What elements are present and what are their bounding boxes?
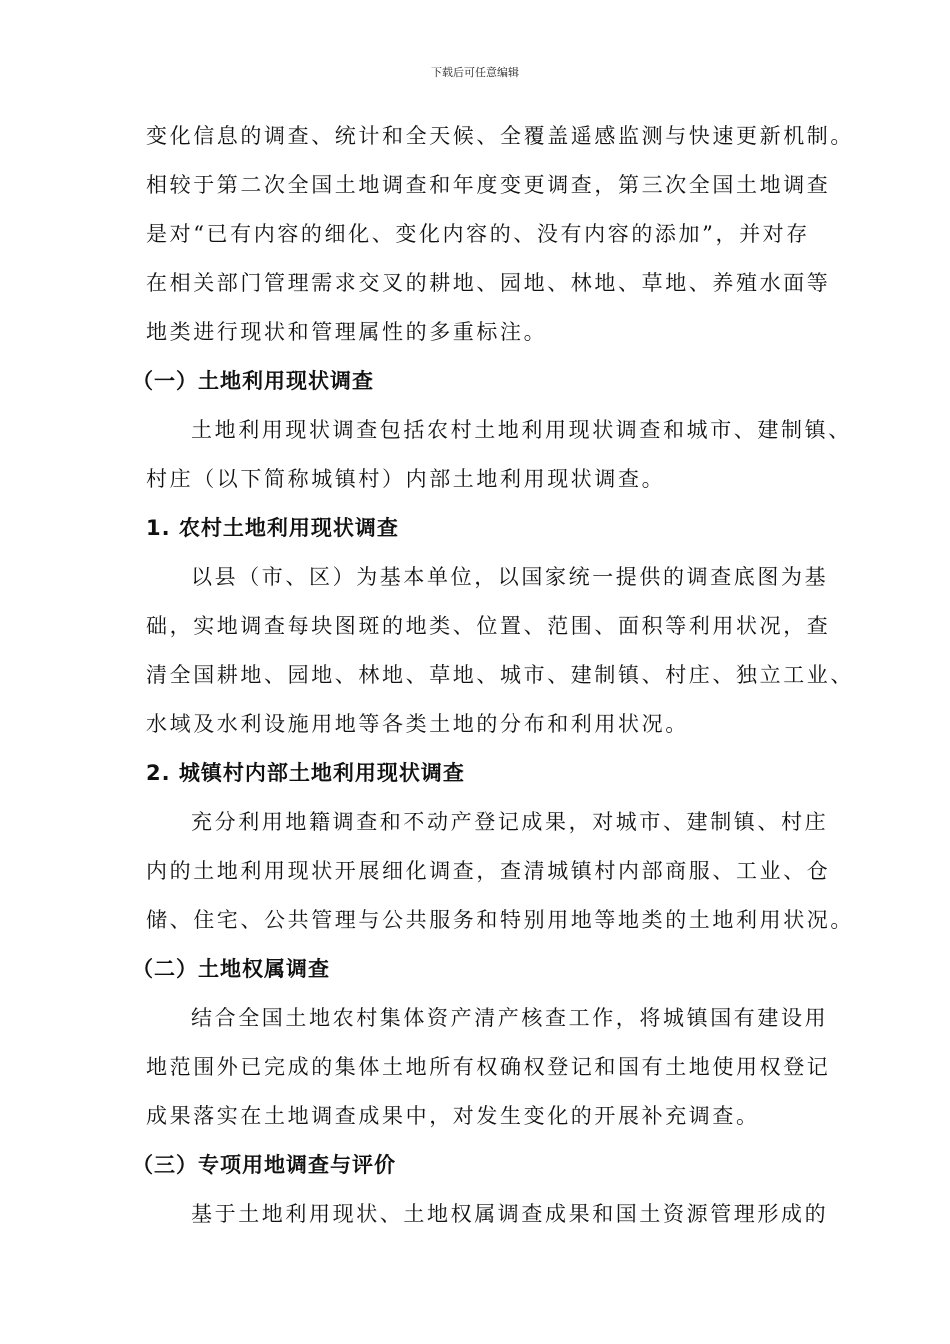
text-line: 地类进行现状和管理属性的多重标注。 [146, 320, 548, 344]
text-line: 基于土地利用现状、土地权属调查成果和国土资源管理形成的 [191, 1202, 829, 1226]
text-line: 结合全国土地农村集体资产清产核查工作，将城镇国有建设用 [191, 1006, 829, 1030]
paragraph [146, 994, 831, 1141]
text-line: 以县（市、区）为基本单位，以国家统一提供的调查底图为基 [191, 565, 829, 589]
document-body [132, 112, 854, 1239]
text-line: 地范围外已完成的集体土地所有权确权登记和国有土地使用权登记 [146, 1055, 831, 1079]
text-line: 相较于第二次全国土地调查和年度变更调查，第三次全国土地调查 [146, 173, 831, 197]
text-line: 清全国耕地、园地、林地、草地、城市、建制镇、村庄、独立工业、 [146, 663, 854, 687]
text-line: 在相关部门管理需求交叉的耕地、园地、林地、草地、养殖水面等 [146, 271, 831, 295]
paragraph [146, 406, 852, 504]
text-line: 充分利用地籍调查和不动产登记成果，对城市、建制镇、村庄 [191, 810, 829, 834]
section-heading: （二）土地权属调查 [132, 957, 330, 981]
section-heading: （三）专项用地调查与评价 [132, 1153, 396, 1177]
text-line: 础，实地调查每块图斑的地类、位置、范围、面积等利用状况，查 [146, 614, 831, 638]
text-line: 是对“已有内容的细化、变化内容的、没有内容的添加”，并对存 [146, 222, 810, 246]
section-heading: （一）土地利用现状调查 [132, 369, 374, 393]
paragraph [146, 553, 854, 749]
text-line: 内的土地利用现状开展细化调查，查清城镇村内部商服、工业、仓 [146, 859, 831, 883]
page-header: 下载后可任意编辑 [431, 66, 519, 79]
subsection-heading: 2. 城镇村内部土地利用现状调查 [146, 761, 465, 785]
text-line: 村庄（以下简称城镇村）内部土地利用现状调查。 [146, 467, 666, 491]
text-line: 水域及水利设施用地等各类土地的分布和利用状况。 [146, 712, 689, 736]
text-line: 变化信息的调查、统计和全天候、全覆盖遥感监测与快速更新机制。 [146, 124, 854, 148]
paragraph [146, 798, 854, 945]
text-line: 土地利用现状调查包括农村土地利用现状调查和城市、建制镇、 [191, 418, 852, 442]
text-line: 成果落实在土地调查成果中，对发生变化的开展补充调查。 [146, 1104, 760, 1128]
text-line: 储、住宅、公共管理与公共服务和特别用地等地类的土地利用状况。 [146, 908, 854, 932]
paragraph [146, 1190, 829, 1239]
subsection-heading: 1. 农村土地利用现状调查 [146, 516, 399, 540]
paragraph [146, 112, 854, 357]
